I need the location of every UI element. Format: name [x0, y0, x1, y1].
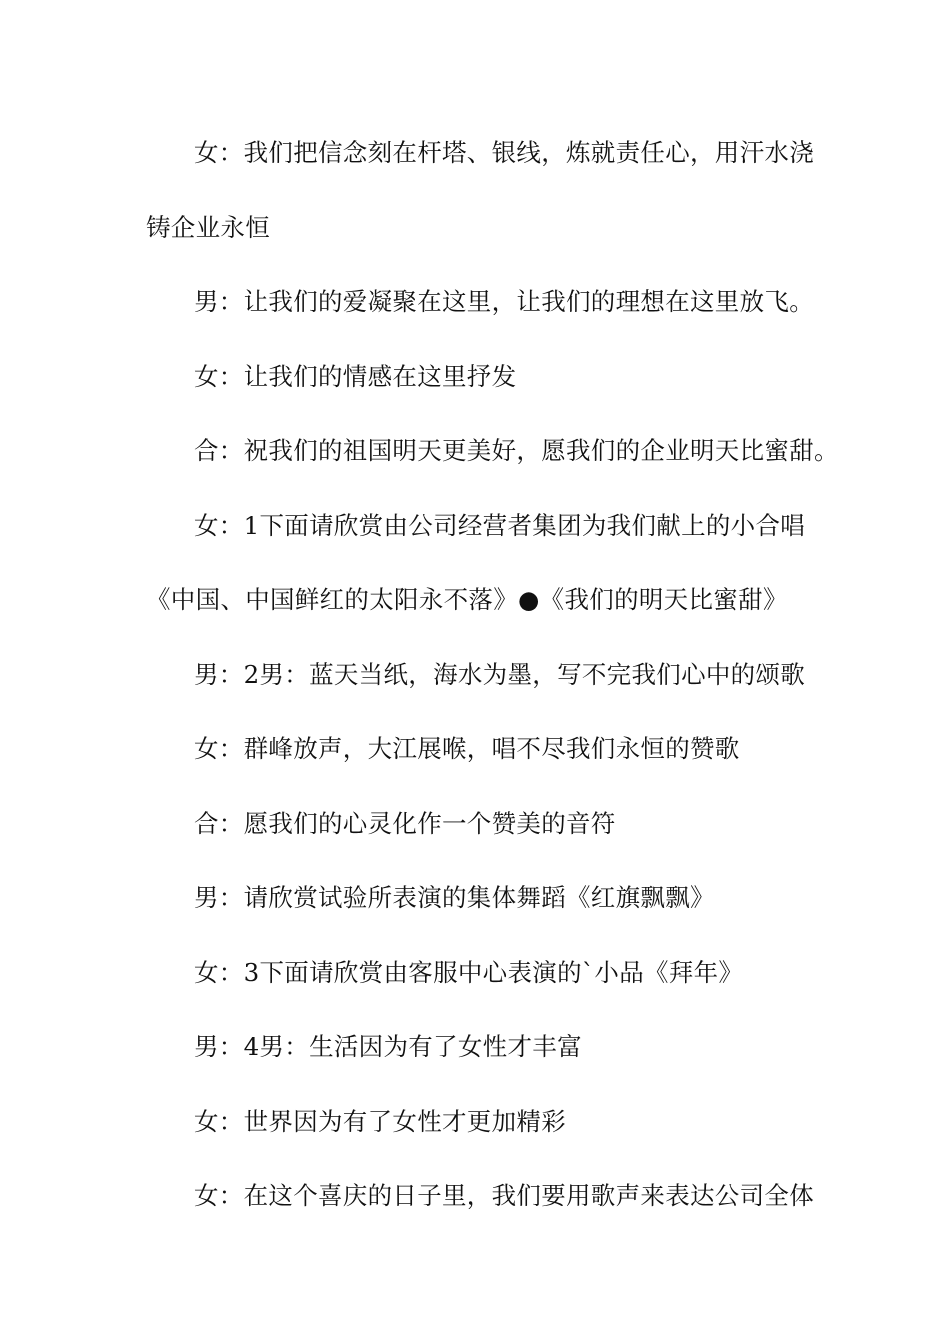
- paragraph-line: 铸企业永恒: [146, 212, 270, 242]
- paragraph-line: 男：2男：蓝天当纸，海水为墨，写不完我们心中的颂歌: [194, 659, 806, 689]
- paragraph-line: 合：愿我们的心灵化作一个赞美的音符: [194, 808, 616, 838]
- paragraph-line: 女：1下面请欣赏由公司经营者集团为我们献上的小合唱: [194, 510, 806, 540]
- paragraph-line: 男：请欣赏试验所表演的集体舞蹈《红旗飘飘》: [194, 883, 715, 912]
- paragraph-line: 合：祝我们的祖国明天更美好，愿我们的企业明天比蜜甜。: [194, 436, 839, 465]
- paragraph-line: 女：在这个喜庆的日子里，我们要用歌声来表达公司全体: [194, 1181, 814, 1210]
- paragraph-line: 女：让我们的情感在这里抒发: [194, 361, 517, 391]
- paragraph-line: 《中国、中国鲜红的太阳永不落》●《我们的明天比蜜甜》: [146, 585, 788, 614]
- document-body: [146, 127, 839, 1245]
- paragraph-line: 男：让我们的爱凝聚在这里，让我们的理想在这里放飞。: [194, 287, 814, 316]
- paragraph-line: 女：群峰放声，大江展喉，唱不尽我们永恒的赞歌: [194, 734, 740, 763]
- paragraph-line: 女：我们把信念刻在杆塔、银线，炼就责任心，用汗水浇: [194, 138, 814, 167]
- paragraph-line: 女：世界因为有了女性才更加精彩: [194, 1106, 566, 1136]
- paragraph-line: 男：4男：生活因为有了女性才丰富: [194, 1032, 582, 1061]
- paragraph-line: 女：3下面请欣赏由客服中心表演的`小品《拜年》: [194, 957, 744, 987]
